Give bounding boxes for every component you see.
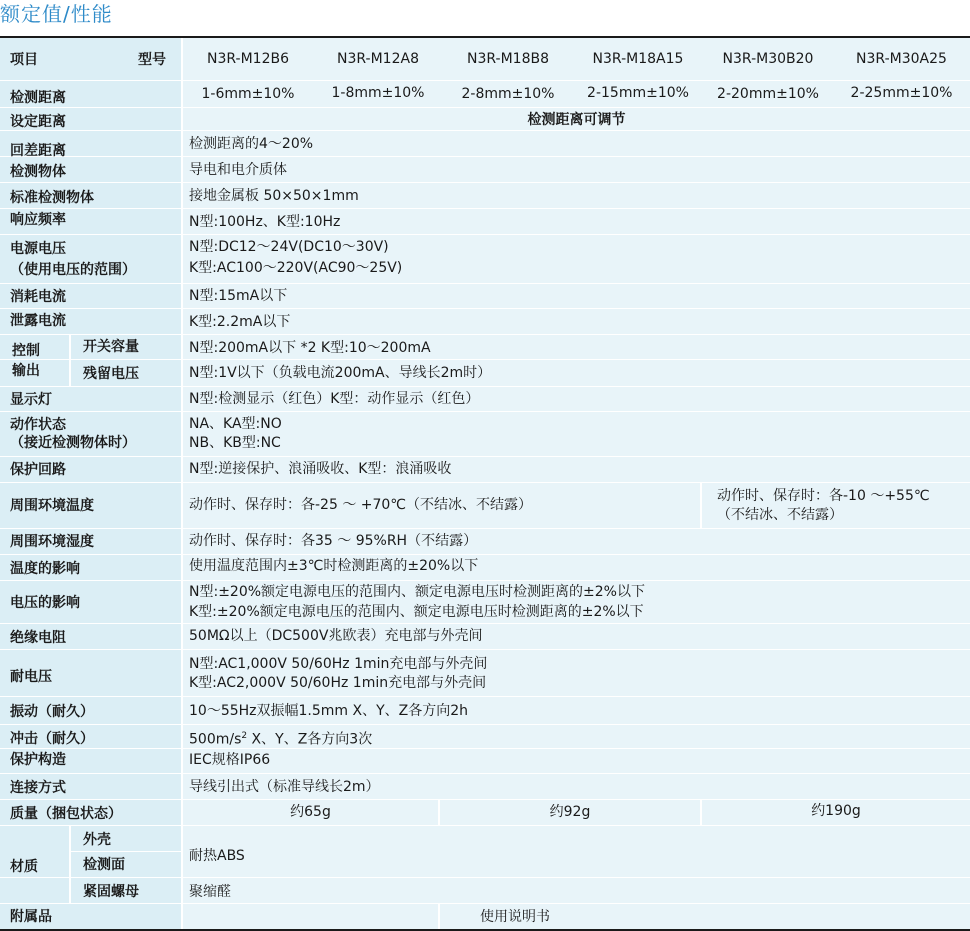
- connection-value: 导线引出式（标准导线长2m）: [189, 779, 380, 795]
- weight-value: 约190g: [811, 803, 861, 819]
- protection-value: N型:逆接保护、浪涌吸收、K型：浪涌吸收: [189, 461, 452, 477]
- withstand-line: K型:AC2,000V 50/60Hz 1min充电部与外壳间: [189, 675, 487, 691]
- set-distance-value: 检测距离可调节: [527, 112, 626, 128]
- operation-value-line: NB、KB型:NC: [189, 435, 281, 451]
- row-label-sub: （接近检测物体时）: [10, 435, 136, 451]
- weight-value: 约92g: [549, 804, 591, 820]
- page-title: 额定值/性能: [0, 2, 113, 26]
- leakage-value: K型:2.2mA以下: [189, 314, 291, 330]
- row-label: 检测距离: [10, 90, 66, 106]
- row-label: 检测物体: [10, 164, 66, 180]
- model-name: N3R-M18A15: [592, 51, 684, 67]
- row-label: 温度的影响: [10, 561, 80, 577]
- detect-distance-value: 2-8mm±10%: [461, 86, 555, 102]
- row-label: 附属品: [10, 909, 52, 925]
- residual-voltage-value: N型:1V以下（负载电流200mA、导线长2m时）: [189, 365, 492, 381]
- row-label: 电压的影响: [10, 595, 80, 611]
- switch-capacity-label: 开关容量: [83, 339, 139, 355]
- material-face-label: 检测面: [83, 857, 125, 873]
- ambient-humidity-value: 动作时、保存时：各35 ～ 95%RH（不结露）: [189, 533, 478, 549]
- row-label: 质量（捆包状态）: [10, 806, 122, 822]
- response-value: N型:100Hz、K型:10Hz: [189, 214, 341, 230]
- residual-voltage-label: 残留电压: [83, 366, 139, 382]
- enclosure-value: IEC规格IP66: [189, 752, 271, 768]
- detect-distance-value: 2-20mm±10%: [717, 86, 819, 102]
- row-label: 响应频率: [10, 212, 66, 228]
- row-label: 设定距离: [10, 114, 66, 130]
- vibration-value: 10～55Hz双振幅1.5mm X、Y、Z各方向2h: [189, 703, 469, 719]
- supply-value-line: N型:DC12～24V(DC10～30V): [189, 239, 389, 255]
- withstand-line: N型:AC1,000V 50/60Hz 1min充电部与外壳间: [189, 656, 488, 672]
- detect-distance-value: 2-15mm±10%: [587, 85, 689, 101]
- insulation-value: 50MΩ以上（DC500V兆欧表）充电部与外壳间: [189, 628, 483, 644]
- model-name: N3R-M30A25: [856, 51, 947, 67]
- detect-distance-value: 2-25mm±10%: [850, 85, 953, 101]
- ambient-temp-value: 动作时、保存时：各-25 ～ +70℃（不结冰、不结露）: [189, 497, 533, 513]
- accessory-value: 使用说明书: [480, 909, 550, 925]
- row-label: 动作状态: [10, 417, 66, 433]
- row-label: 消耗电流: [10, 289, 66, 305]
- row-label: 保护回路: [10, 462, 66, 478]
- detect-object-value: 导电和电介质体: [189, 162, 287, 178]
- consumption-value: N型:15mA以下: [189, 288, 288, 304]
- row-label: 周围环境温度: [10, 498, 94, 514]
- operation-value-line: NA、KA型:NO: [189, 416, 282, 432]
- row-label-sub: （使用电压的范围）: [10, 262, 136, 278]
- row-label: 冲击（耐久）: [10, 731, 94, 747]
- model-name: N3R-M12A8: [337, 51, 419, 67]
- ambient-temp-value-alt: 动作时、保存时：各-10 ～+55℃: [717, 488, 930, 504]
- voltage-effect-line: N型:±20%额定电源电压的范围内、额定电源电压时检测距离的±2%以下: [189, 584, 645, 600]
- row-label: 耐电压: [10, 669, 52, 685]
- row-label: 周围环境湿度: [10, 534, 94, 550]
- row-label: 控制: [12, 343, 40, 359]
- material-nut-value: 聚缩醛: [189, 884, 231, 900]
- row-label: 显示灯: [10, 392, 52, 408]
- voltage-effect-line: K型:±20%额定电源电压的范围内、额定电源电压时检测距离的±2%以下: [189, 604, 644, 620]
- ambient-temp-value-alt: （不结冰、不结露）: [717, 507, 843, 523]
- item-header: 项目: [10, 52, 38, 68]
- row-label: 标准检测物体: [10, 190, 94, 206]
- weight-value: 约65g: [290, 804, 331, 820]
- row-label: 回差距离: [10, 143, 66, 159]
- row-label: 输出: [12, 363, 40, 379]
- indicator-value: N型:检测显示（红色）K型：动作显示（红色）: [189, 391, 480, 407]
- material-abs-value: 耐热ABS: [189, 848, 245, 864]
- row-label: 连接方式: [10, 780, 66, 796]
- switch-capacity-value: N型:200mA以下 *2 K型:10～200mA: [189, 340, 431, 356]
- std-object-value: 接地金属板 50×50×1mm: [189, 188, 359, 204]
- detect-distance-value: 1-8mm±10%: [331, 85, 425, 101]
- detect-distance-value: 1-6mm±10%: [201, 86, 295, 102]
- material-nut-label: 紧固螺母: [83, 884, 139, 900]
- model-name: N3R-M18B8: [467, 51, 549, 67]
- model-name: N3R-M12B6: [207, 51, 289, 67]
- shock-value: $500m/s^2$ X、Y、Z各方向3次: [189, 731, 373, 748]
- temp-effect-value: 使用温度范围内±3℃时检测距离的±20%以下: [189, 558, 479, 574]
- row-label: 保护构造: [10, 752, 66, 768]
- row-label: 材质: [10, 859, 38, 875]
- material-case-label: 外壳: [83, 832, 111, 848]
- hysteresis-value: 检测距离的4～20%: [189, 136, 314, 152]
- row-label: 振动（耐久）: [10, 704, 94, 720]
- row-label: 泄露电流: [10, 313, 66, 329]
- model-header: 型号: [138, 52, 166, 68]
- row-label: 绝缘电阻: [10, 630, 66, 646]
- row-label: 电源电压: [10, 241, 66, 257]
- model-name: N3R-M30B20: [722, 51, 814, 67]
- supply-value-line: K型:AC100～220V(AC90～25V): [189, 260, 403, 276]
